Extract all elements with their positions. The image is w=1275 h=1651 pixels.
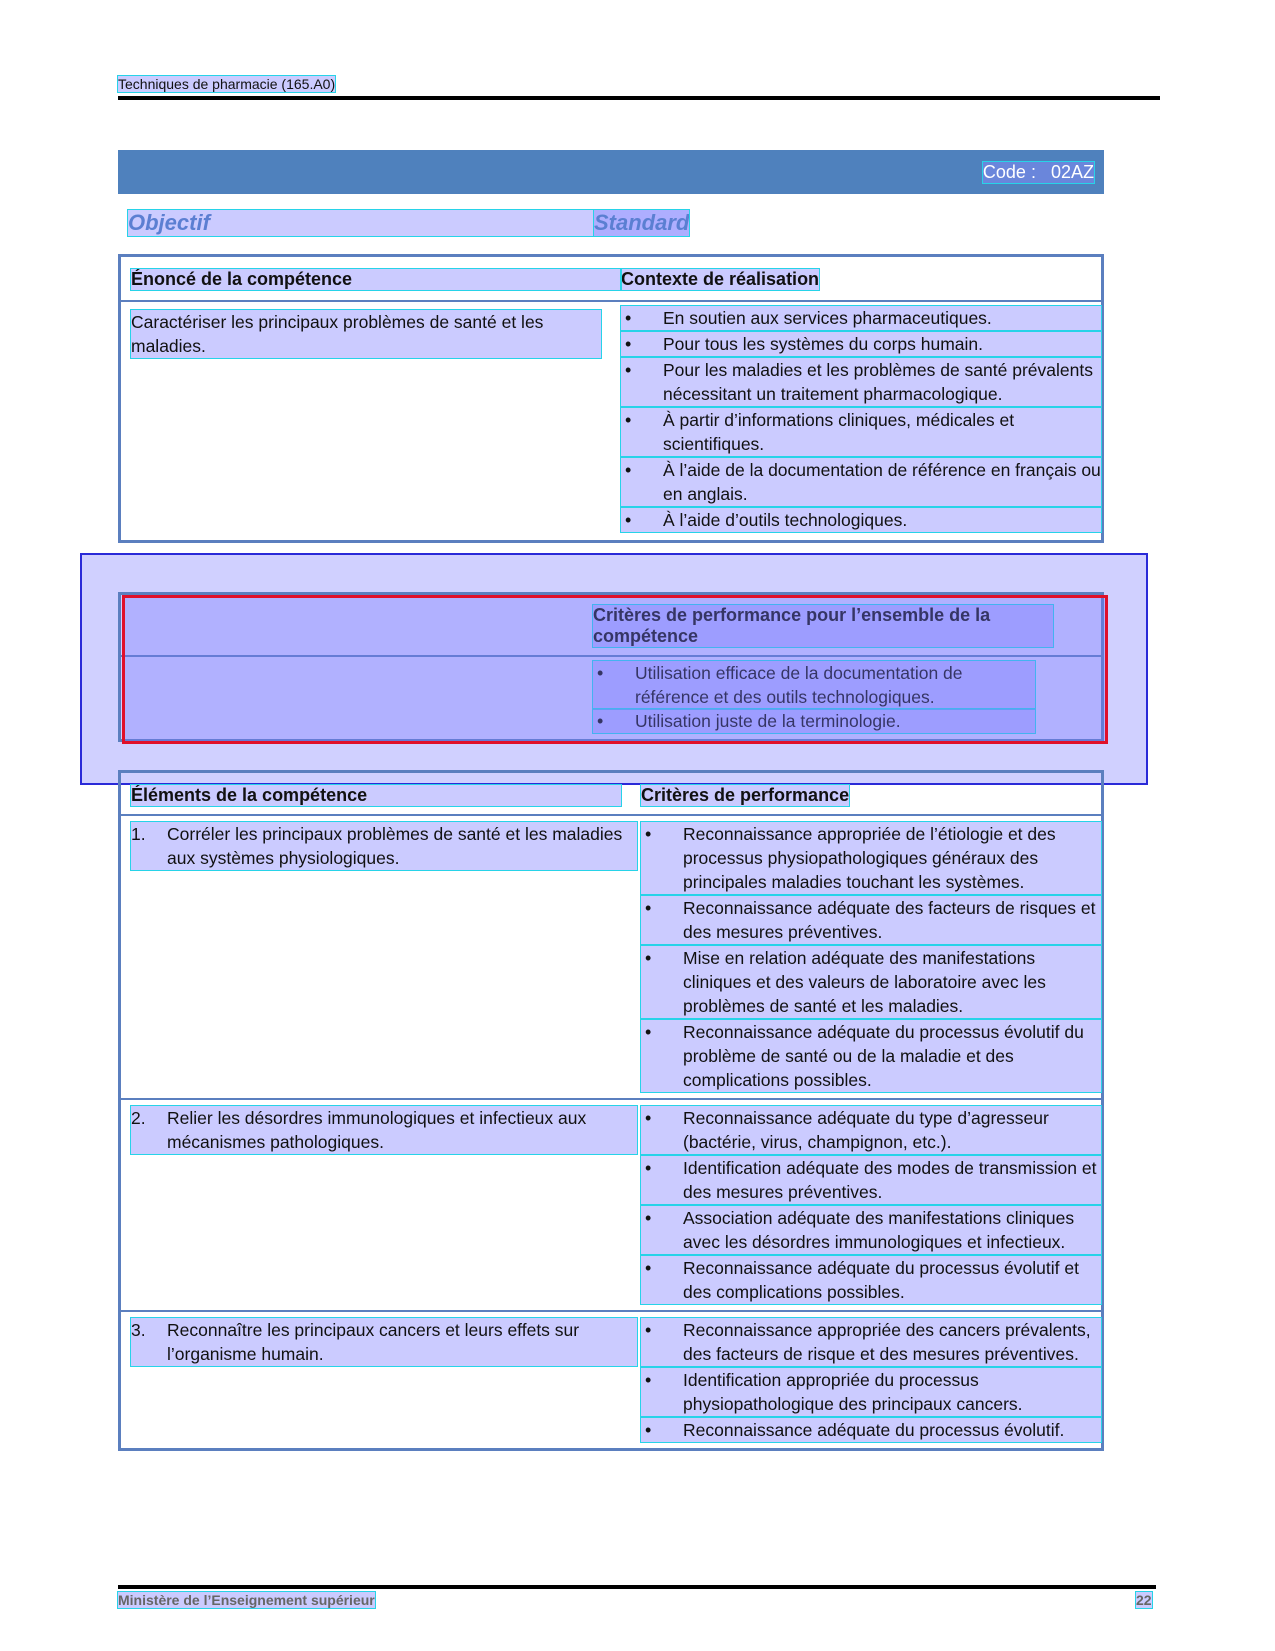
- element-text: Relier les désordres immunologiques et infectieux aux mécanismes pathologiques.: [167, 1108, 587, 1152]
- highlighted-region: [122, 595, 1108, 744]
- element-number: 3.: [131, 1320, 146, 1340]
- elements-table: [118, 770, 1104, 1451]
- standard-heading: Standard: [594, 210, 690, 235]
- criteria-list-1: [641, 822, 1101, 1092]
- list-item: • En soutien aux services pharmaceutiques.: [621, 306, 1101, 330]
- element-item-1: [131, 822, 637, 870]
- context-heading: Contexte de réalisation: [621, 269, 820, 289]
- overall-criteria-heading: Critères de performance pour l’ensemble de la compétence: [593, 605, 1053, 647]
- list-item: • Reconnaissance appropriée de l’étiologie et des processus physiopathologiques généraux des principales maladies touchant les systèmes.: [641, 822, 1101, 894]
- footer-rule: [118, 1585, 1156, 1589]
- competency-code: [983, 162, 1094, 183]
- page-number: 22: [1136, 1592, 1152, 1608]
- list-item: • Identification adéquate des modes de transmission et des mesures préventives.: [641, 1156, 1101, 1204]
- list-item: • Reconnaissance adéquate du processus évolutif et des complications possibles.: [641, 1256, 1101, 1304]
- element-number: 2.: [131, 1108, 146, 1128]
- elements-heading: Éléments de la compétence: [131, 785, 621, 806]
- criteria-list-3: [641, 1318, 1101, 1442]
- list-item: • Utilisation efficace de la documentation de référence et des outils technologiques.: [593, 661, 1035, 709]
- footer-ministry: Ministère de l’Enseignement supérieur: [118, 1592, 375, 1608]
- competency-statement: Caractériser les principaux problèmes de santé et les maladies.: [131, 310, 601, 358]
- code-bar: [118, 150, 1104, 194]
- list-item: • Identification appropriée du processus physiopathologique des principaux cancers.: [641, 1368, 1101, 1416]
- list-item: • Reconnaissance appropriée des cancers prévalents, des facteurs de risque et des mesures préventives.: [641, 1318, 1101, 1366]
- header-rule: [118, 96, 1160, 100]
- element-number: 1.: [131, 824, 146, 844]
- objectif-heading: Objectif: [128, 210, 689, 236]
- competency-statement-table: [118, 254, 1104, 543]
- criteria-list-2: [641, 1106, 1101, 1304]
- list-item: • Reconnaissance adéquate du type d’agresseur (bactérie, virus, champignon, etc.).: [641, 1106, 1101, 1154]
- list-item: • Mise en relation adéquate des manifestations cliniques et des valeurs de laboratoire avec les problèmes de santé et les maladies.: [641, 946, 1101, 1018]
- list-item: • Reconnaissance adéquate du processus évolutif.: [641, 1418, 1101, 1442]
- list-item: • À partir d’informations cliniques, médicales et scientifiques.: [621, 408, 1101, 456]
- document-header-title: Techniques de pharmacie (165.A0): [118, 76, 336, 92]
- list-item: • Association adéquate des manifestations cliniques avec les désordres immunologiques et infectieux.: [641, 1206, 1101, 1254]
- context-list: [621, 306, 1101, 532]
- list-item: • Reconnaissance adéquate du processus évolutif du problème de santé ou de la maladie et des complications possibles.: [641, 1020, 1101, 1092]
- element-item-3: [131, 1318, 637, 1366]
- list-item: • À l’aide d’outils technologiques.: [621, 508, 1101, 532]
- element-item-2: [131, 1106, 637, 1154]
- code-label: Code :: [982, 162, 1036, 182]
- element-text: Corréler les principaux problèmes de santé et les maladies aux systèmes physiologiques.: [167, 824, 623, 868]
- criteria-heading: Critères de performance: [641, 785, 850, 805]
- code-value: 02AZ: [1050, 162, 1094, 182]
- element-text: Reconnaître les principaux cancers et leurs effets sur l’organisme humain.: [167, 1320, 580, 1364]
- list-item: • À l’aide de la documentation de référence en français ou en anglais.: [621, 458, 1101, 506]
- list-item: • Pour tous les systèmes du corps humain.: [621, 332, 1101, 356]
- statement-heading: Énoncé de la compétence: [131, 269, 621, 290]
- list-item: • Reconnaissance adéquate des facteurs de risques et des mesures préventives.: [641, 896, 1101, 944]
- list-item: • Utilisation juste de la terminologie.: [593, 709, 1035, 733]
- list-item: • Pour les maladies et les problèmes de santé prévalents nécessitant un traitement pharmacologique.: [621, 358, 1101, 406]
